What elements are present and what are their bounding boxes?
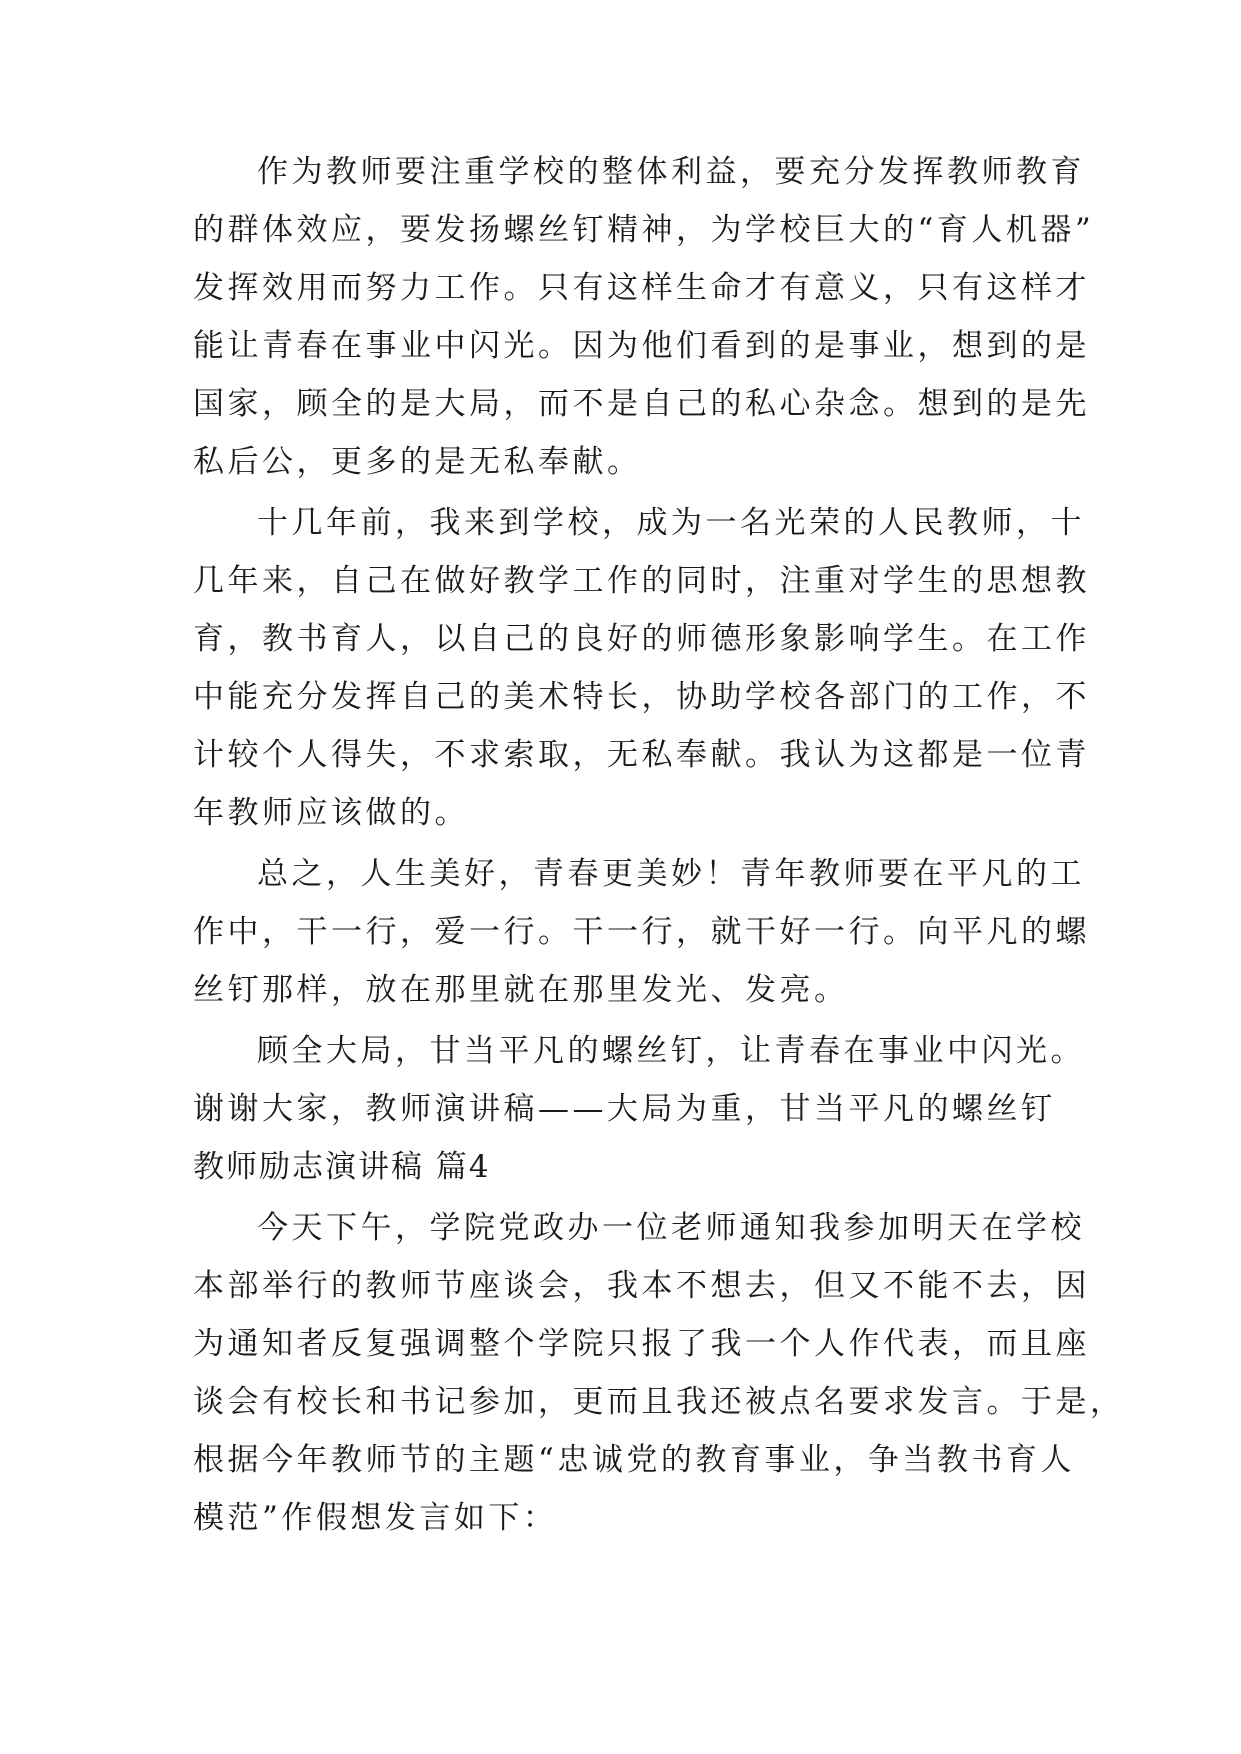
paragraph-line: 作为教师要注重学校的整体利益，要充分发挥教师教育 <box>257 154 1085 190</box>
paragraph-line: 根据今年教师节的主题“忠诚党的教育事业，争当教书育人 <box>193 1442 1075 1478</box>
paragraph-line: 发挥效用而努力工作。只有这样生命才有意义，只有这样才 <box>193 270 1090 306</box>
paragraph-line: 谈会有校长和书记参加，更而且我还被点名要求发言。于是， <box>193 1384 1125 1420</box>
paragraph-line: 模范”作假想发言如下： <box>193 1500 558 1536</box>
paragraph-line: 育，教书育人，以自己的良好的师德形象影响学生。在工作 <box>193 621 1090 657</box>
paragraph-line: 的群体效应，要发扬螺丝钉精神，为学校巨大的“育人机器” <box>193 212 1095 248</box>
paragraph-line: 总之，人生美好，青春更美妙！青年教师要在平凡的工 <box>257 856 1085 892</box>
paragraph-line: 作中，干一行，爱一行。干一行，就干好一行。向平凡的螺 <box>193 914 1090 950</box>
paragraph-line: 丝钉那样，放在那里就在那里发光、发亮。 <box>193 972 849 1008</box>
paragraph-line: 谢谢大家，教师演讲稿——大局为重，甘当平凡的螺丝钉 <box>193 1091 1056 1127</box>
paragraph-line: 国家，顾全的是大局，而不是自己的私心杂念。想到的是先 <box>193 386 1090 422</box>
paragraph-line: 十几年前，我来到学校，成为一名光荣的人民教师，十 <box>257 505 1085 541</box>
paragraph-line: 几年来，自己在做好教学工作的同时，注重对学生的思想教 <box>193 563 1090 599</box>
paragraph-line: 能让青春在事业中闪光。因为他们看到的是事业，想到的是 <box>193 328 1090 364</box>
paragraph-line: 本部举行的教师节座谈会，我本不想去，但又不能不去，因 <box>193 1268 1090 1304</box>
paragraph-line: 年教师应该做的。 <box>193 795 469 831</box>
section-heading: 教师励志演讲稿 篇4 <box>193 1149 491 1185</box>
paragraph-line: 顾全大局，甘当平凡的螺丝钉，让青春在事业中闪光。 <box>257 1033 1085 1069</box>
paragraph-line: 中能充分发挥自己的美术特长，协助学校各部门的工作，不 <box>193 679 1090 715</box>
paragraph-line: 今天下午，学院党政办一位老师通知我参加明天在学校 <box>257 1210 1085 1246</box>
paragraph-line: 私后公，更多的是无私奉献。 <box>193 444 642 480</box>
paragraph-line: 计较个人得失，不求索取，无私奉献。我认为这都是一位青 <box>193 737 1090 773</box>
paragraph-line: 为通知者反复强调整个学院只报了我一个人作代表，而且座 <box>193 1326 1090 1362</box>
